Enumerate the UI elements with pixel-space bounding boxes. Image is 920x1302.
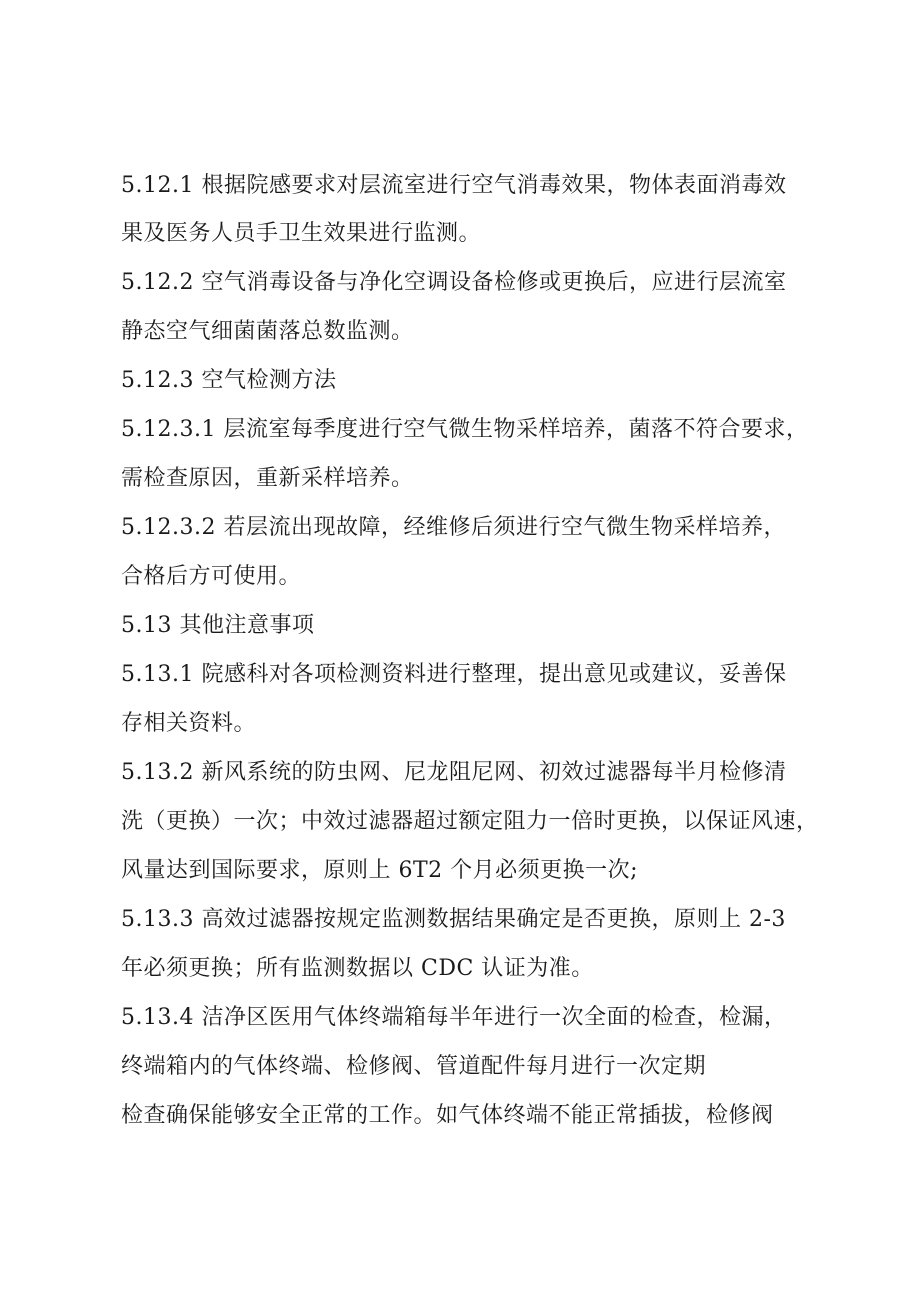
text-line: 5.13.2 新风系统的防虫网、尼龙阻尼网、初效过滤器每半月检修清	[121, 760, 787, 785]
text-line: 5.13.4 洁净区医用气体终端箱每半年进行一次全面的检查，检漏，	[121, 1005, 787, 1030]
text-line: 风量达到国际要求，原则上 6T2 个月必须更换一次;	[121, 858, 639, 883]
text-line: 5.13 其他注意事项	[121, 613, 315, 638]
text-line: 5.12.3.2 若层流出现故障，经维修后须进行空气微生物采样培养，	[121, 515, 786, 540]
text-line: 5.12.1 根据院感要求对层流室进行空气消毒效果，物体表面消毒效	[121, 173, 787, 198]
text-line: 年必须更换；所有监测数据以 CDC 认证为准。	[121, 956, 594, 981]
text-line: 果及医务人员手卫生效果进行监测。	[121, 221, 482, 246]
text-line: 5.13.1 院感科对各项检测资料进行整理，提出意见或建议，妥善保	[121, 662, 787, 687]
text-line: 存相关资料。	[121, 711, 257, 736]
text-line: 静态空气细菌菌落总数监测。	[121, 319, 414, 344]
text-line: 合格后方可使用。	[121, 564, 302, 589]
text-line: 5.12.3 空气检测方法	[121, 368, 337, 393]
text-line: 5.12.2 空气消毒设备与净化空调设备检修或更换后，应进行层流室	[121, 270, 787, 295]
text-line: 检查确保能够安全正常的工作。如气体终端不能正常插拔，检修阀	[121, 1103, 774, 1128]
text-line: 洗（更换）一次；中效过滤器超过额定阻力一倍时更换，以保证风速，	[121, 809, 819, 834]
text-line: 5.13.3 高效过滤器按规定监测数据结果确定是否更换，原则上 2-3	[121, 907, 786, 932]
text-line: 终端箱内的气体终端、检修阀、管道配件每月进行一次定期	[121, 1054, 707, 1079]
text-line: 5.12.3.1 层流室每季度进行空气微生物采样培养，菌落不符合要求，	[121, 417, 809, 442]
text-line: 需检查原因，重新采样培养。	[121, 466, 414, 491]
